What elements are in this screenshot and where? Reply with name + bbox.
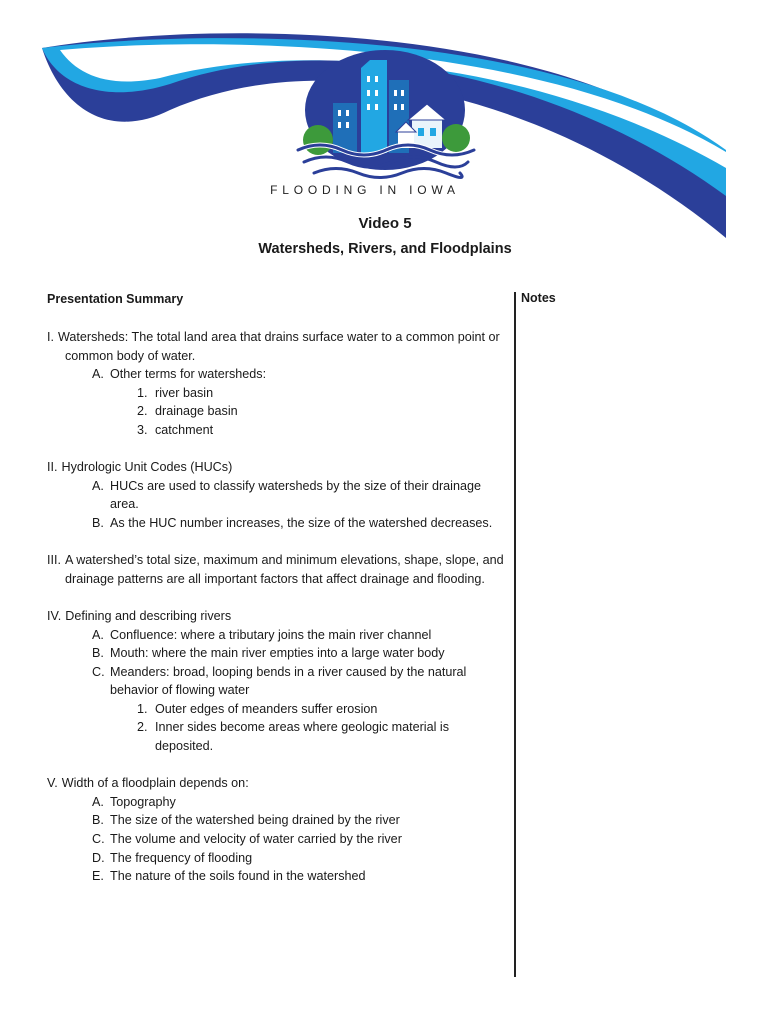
outline-section (47, 551, 507, 588)
outline-subitem (137, 700, 507, 719)
item-letter: E. (92, 869, 104, 884)
item-letter: A. (92, 367, 104, 382)
subitem-text: river basin (155, 385, 214, 400)
subitem-text: Inner sides become areas where geologic material is deposited. (155, 720, 450, 754)
subitem-number: 1. (137, 701, 148, 716)
outline-item (92, 626, 507, 645)
subitem-text: catchment (155, 422, 214, 437)
section-number: II. (47, 460, 58, 475)
section-text: Width of a floodplain depends on: (61, 776, 249, 791)
section-heading (47, 607, 507, 626)
page-subtitle: Watersheds, Rivers, and Floodplains (258, 241, 512, 257)
item-text: Meanders: broad, looping bends in a river caused by the natural behavior of flowing water (110, 664, 467, 698)
section-heading (47, 458, 507, 477)
section-text: Watersheds: The total land area that drains surface water to a common point or common body of water. (58, 330, 500, 363)
section-number: III. (47, 553, 61, 568)
item-letter: A. (92, 794, 104, 809)
item-text: Confluence: where a tributary joins the main river channel (110, 627, 432, 642)
item-text: The size of the watershed being drained by the river (110, 813, 400, 828)
item-text: HUCs are used to classify watersheds by the size of their drainage area. (110, 478, 481, 512)
section-number: V. (47, 776, 58, 791)
item-letter: A. (92, 478, 104, 493)
item-letter: C. (92, 664, 105, 679)
item-letter: B. (92, 646, 104, 661)
logo-caption: FLOODING IN IOWA (270, 183, 460, 197)
header-artwork (0, 0, 770, 240)
item-text: Other terms for watersheds: (110, 367, 267, 382)
outline-item (92, 867, 507, 886)
item-letter: A. (92, 627, 104, 642)
page-title: Video 5 (358, 215, 412, 232)
outline-item (92, 830, 507, 849)
outline-item (92, 477, 507, 514)
section-text: Hydrologic Unit Codes (HUCs) (61, 460, 233, 475)
section-number: IV. (47, 608, 62, 623)
outline-item (92, 811, 507, 830)
column-divider (514, 292, 516, 977)
item-letter: B. (92, 515, 104, 530)
subitem-number: 2. (137, 404, 148, 419)
outline-item (92, 365, 507, 384)
subitem-text: Outer edges of meanders suffer erosion (155, 701, 378, 716)
outline-item (92, 644, 507, 663)
outline-subitem (137, 402, 507, 421)
item-letter: C. (92, 832, 105, 847)
outline-subitem (137, 384, 507, 403)
item-text: The nature of the soils found in the watershed (110, 869, 366, 884)
presentation-summary-heading: Presentation Summary (47, 292, 184, 306)
item-text: Topography (110, 794, 176, 809)
item-text: Mouth: where the main river empties into a large water body (110, 646, 445, 661)
outline-section (47, 328, 507, 440)
outline-subitem (137, 718, 507, 755)
subitem-text: drainage basin (155, 404, 238, 419)
section-heading (47, 328, 507, 365)
outline-item (92, 793, 507, 812)
subitem-number: 3. (137, 422, 148, 437)
outline-subitem (137, 421, 507, 440)
item-text: The frequency of flooding (110, 850, 253, 865)
section-text: A watershed’s total size, maximum and minimum elevations, shape, slope, and drainage patterns are all important factors that affect drainage and flooding. (65, 553, 504, 586)
outline-section (47, 607, 507, 756)
subitem-number: 2. (137, 720, 148, 735)
section-heading (47, 551, 507, 588)
outline-section (47, 774, 507, 886)
item-letter: D. (92, 850, 105, 865)
section-heading (47, 774, 507, 793)
summary-outline (47, 328, 507, 904)
outline-item (92, 514, 507, 533)
outline-item (92, 663, 507, 700)
section-number: I. (47, 330, 54, 344)
notes-heading: Notes (521, 291, 556, 305)
section-text: Defining and describing rivers (65, 608, 232, 623)
outline-item (92, 849, 507, 868)
item-text: The volume and velocity of water carried by the river (110, 832, 402, 847)
item-letter: B. (92, 813, 104, 828)
item-text: As the HUC number increases, the size of the watershed decreases. (110, 515, 493, 530)
subitem-number: 1. (137, 385, 148, 400)
outline-section (47, 458, 507, 532)
